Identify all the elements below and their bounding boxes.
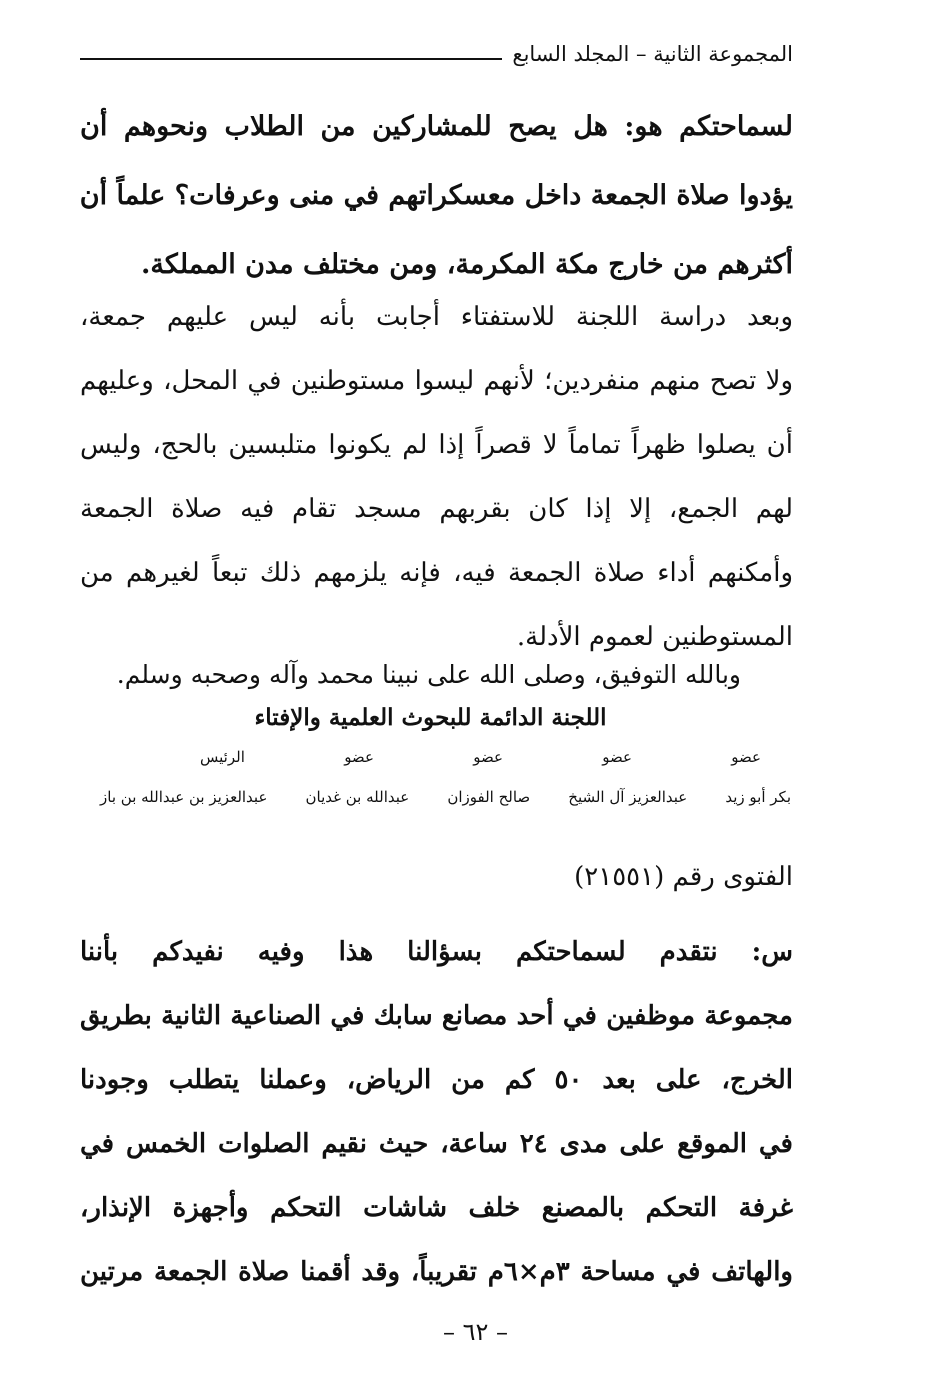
answer-1-line: وأمكنهم أداء صلاة الجمعة فيه، فإنه يلزمهم ذلك تبعاً لغيرهم من — [80, 558, 793, 588]
answer-1-line: ولا تصح منهم منفردين؛ لأنهم ليسوا مستوطنين في المحل، وعليهم — [80, 366, 793, 396]
closing-salutation: وبالله التوفيق، وصلى الله على نبينا محمد وآله وصحبه وسلم. — [116, 660, 741, 689]
page-number: – ٦٢ – — [442, 1318, 509, 1346]
answer-1-line: وبعد دراسة اللجنة للاستفتاء أجابت بأنه ليس عليهم جمعة، — [80, 302, 793, 332]
signature-name: صالح الفوزان — [447, 788, 531, 806]
signature-name: عبدالعزيز آل الشيخ — [568, 788, 688, 806]
signature-role: عضو — [344, 748, 374, 766]
question-1 — [80, 92, 793, 299]
question-2-line: الخرج، على بعد ٥٠ كم من الرياض، وعملنا يتطلب وجودنا — [80, 1065, 793, 1095]
header-title: المجموعة الثانية – المجلد السابع — [512, 42, 793, 66]
committee-title: اللجنة الدائمة للبحوث العلمية والإفتاء — [254, 704, 607, 731]
answer-1-line: لهم الجمع، إلا إذا كان بقربهم مسجد تقام فيه صلاة الجمعة — [80, 494, 793, 524]
signature-role: عضو — [473, 748, 503, 766]
signature-name: بكر أبو زيد — [725, 788, 791, 806]
answer-1 — [80, 285, 793, 669]
signature-role: عضو — [731, 748, 761, 766]
signature-role: الرئيس — [200, 748, 245, 766]
question-2-line: في الموقع على مدى ٢٤ ساعة، حيث نقيم الصلوات الخمس في — [80, 1129, 793, 1159]
signature-name: عبدالله بن غديان — [305, 788, 410, 806]
signature-names — [100, 788, 791, 806]
question-1-line: لسماحتكم هو: هل يصح للمشاركين من الطلاب ونحوهم أن — [80, 111, 793, 142]
question-2-line: غرفة التحكم بالمصنع خلف شاشات التحكم وأجهزة الإنذار، — [80, 1193, 793, 1223]
question-1-line: أكثرهم من خارج مكة المكرمة، ومن مختلف مدن المملكة. — [141, 249, 793, 280]
signature-role: عضو — [602, 748, 632, 766]
answer-1-line: المستوطنين لعموم الأدلة. — [516, 622, 793, 652]
question-2-line: والهاتف في مساحة ٣م×٦م تقريباً، وقد أقمنا صلاة الجمعة مرتين — [80, 1257, 793, 1287]
header-rule — [80, 58, 502, 60]
signature-name: عبدالعزيز بن عبدالله بن باز — [100, 788, 268, 806]
answer-1-line: أن يصلوا ظهراً تماماً لا قصراً إذا لم يكونوا متلبسين بالحج، وليس — [80, 430, 793, 460]
question-2 — [80, 920, 793, 1304]
running-header — [80, 32, 793, 68]
question-1-line: يؤدوا صلاة الجمعة داخل معسكراتهم في منى وعرفات؟ علماً أن — [80, 180, 793, 211]
signature-roles — [200, 748, 761, 766]
question-2-line: مجموعة موظفين في أحد مصانع سابك في الصناعية الثانية بطريق — [80, 1001, 793, 1031]
question-2-line: س: نتقدم لسماحتكم بسؤالنا هذا وفيه نفيدكم بأننا — [80, 937, 793, 967]
fatwa-number: الفتوى رقم (٢١٥٥١) — [574, 862, 793, 892]
